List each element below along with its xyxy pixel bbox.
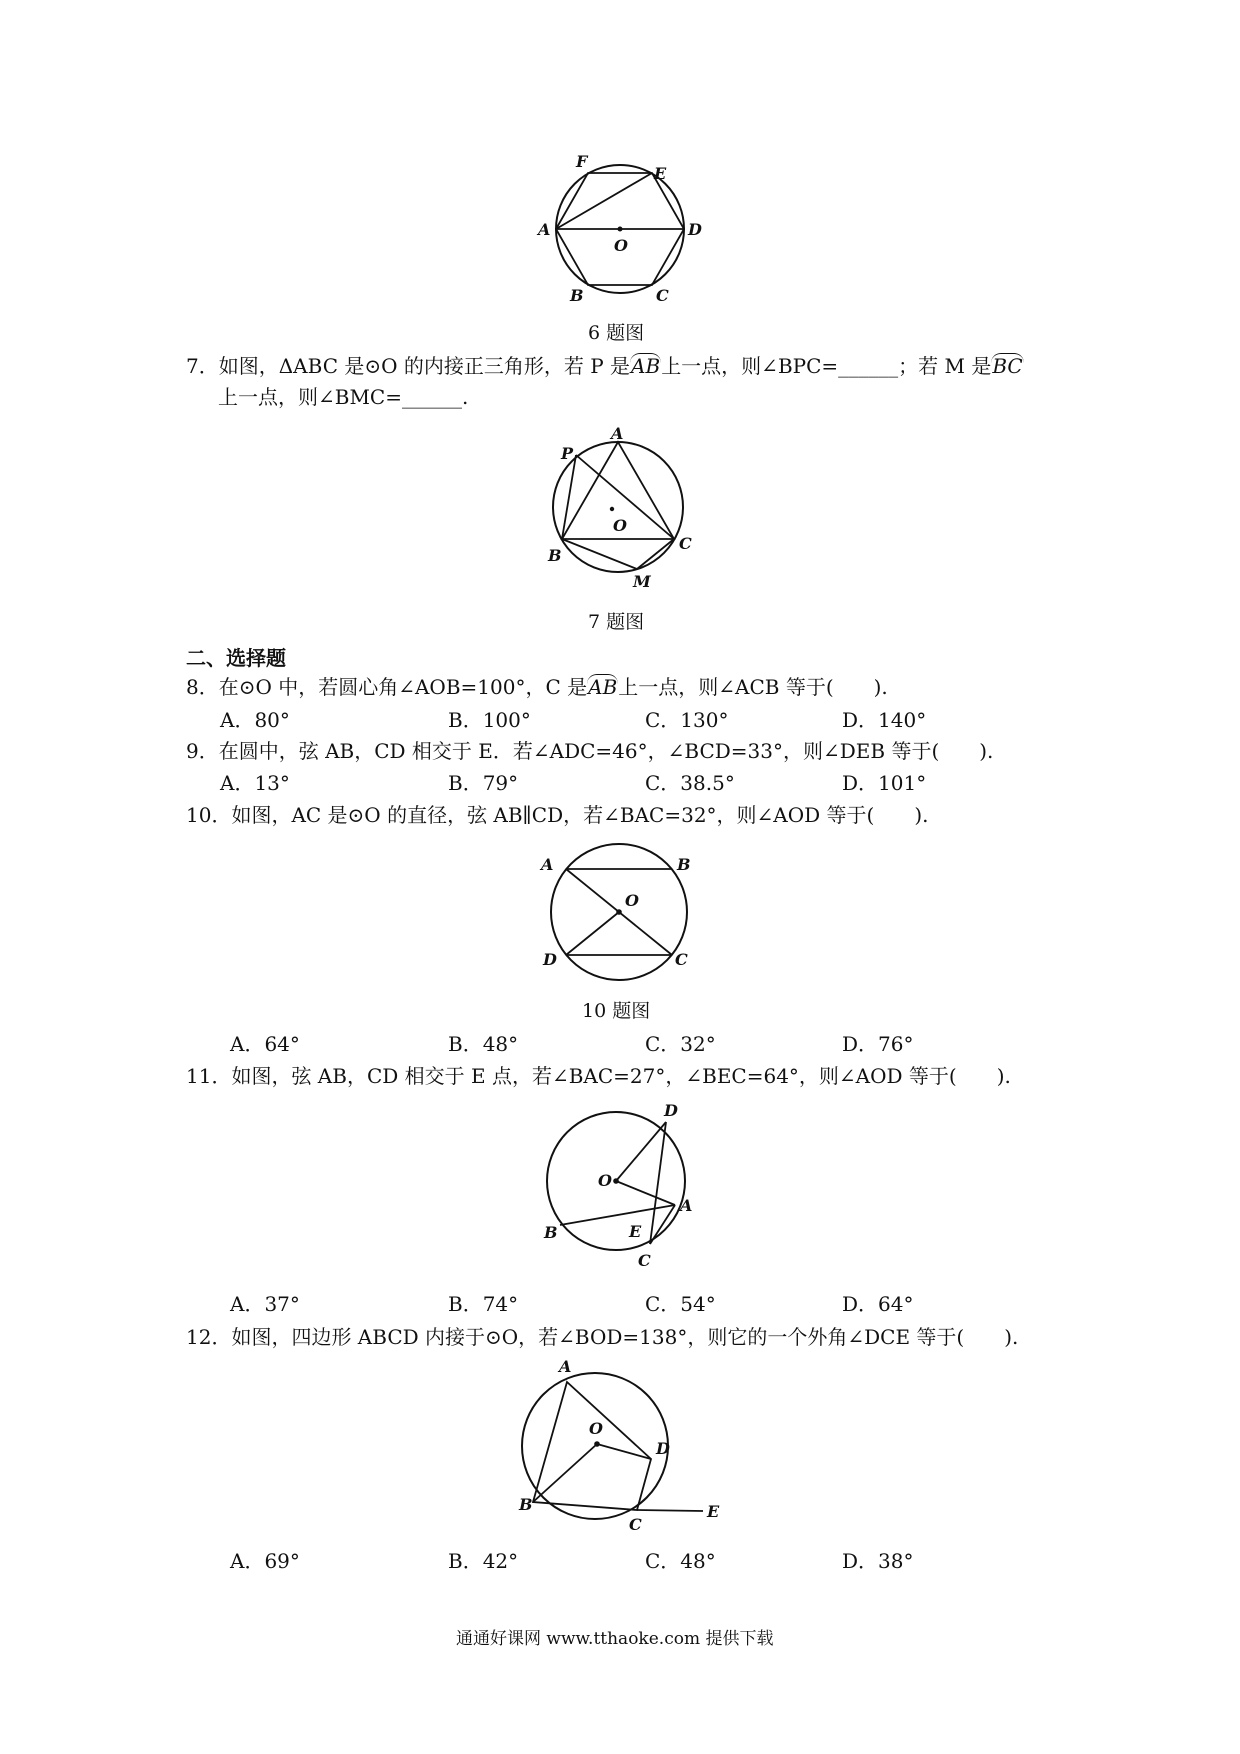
fig11-label-O: O [598, 1171, 612, 1190]
q10-option-c: C．32° [645, 1032, 716, 1056]
fig6-caption: 6 题图 [588, 322, 645, 344]
q8-arc-ab: AB [588, 675, 618, 699]
q7-text-b: 上一点，则∠BPC=______；若 M 是 [661, 354, 992, 378]
q7-arc-bc: BC [992, 354, 1023, 378]
fig10-label-D: D [543, 950, 557, 969]
q12-option-d: D．38° [842, 1549, 914, 1573]
q8-text-a: 8．在⊙O 中，若圆心角∠AOB=100°，C 是 [186, 675, 588, 699]
fig7-label-B: B [548, 546, 562, 565]
q8-option-d: D．140° [842, 708, 927, 732]
fig11-label-A: A [680, 1196, 693, 1215]
q8-option-a: A．80° [220, 708, 290, 732]
figure-6 [530, 152, 710, 305]
fig10-caption: 10 题图 [582, 1000, 651, 1022]
fig12-label-O: O [589, 1419, 603, 1438]
figure-7 [545, 424, 715, 591]
figure-12 [515, 1357, 735, 1534]
q12-option-a: A．69° [230, 1549, 300, 1573]
q8-text [186, 673, 888, 701]
fig6-label-F: F [576, 152, 588, 171]
q7-number: 7．如图， [186, 354, 279, 378]
figure-10 [535, 840, 705, 985]
fig12-label-C: C [629, 1515, 642, 1534]
q12-option-b: B．42° [448, 1549, 519, 1573]
figure-11 [530, 1102, 710, 1272]
q10-option-a: A．64° [230, 1032, 300, 1056]
q7-line2: 上一点，则∠BMC=______. [218, 385, 469, 409]
q9-option-c: C．38.5° [645, 771, 735, 795]
fig6-label-B: B [570, 286, 584, 305]
q9-text: 9．在圆中，弦 AB，CD 相交于 E．若∠ADC=46°，∠BCD=33°，则∠DEB 等于( ). [186, 739, 994, 763]
q8-option-c: C．130° [645, 708, 729, 732]
q9-option-a: A．13° [220, 771, 290, 795]
fig11-label-B: B [544, 1223, 558, 1242]
q8-text-b: 上一点，则∠ACB 等于( ). [618, 675, 888, 699]
q10-option-d: D．76° [842, 1032, 914, 1056]
q7-line1 [186, 352, 1024, 380]
fig6-label-C: C [656, 286, 669, 305]
fig11-label-E: E [629, 1222, 642, 1241]
fig11-label-D: D [664, 1101, 678, 1120]
fig6-label-O: O [614, 236, 628, 255]
q7-arc-ab: AB [631, 354, 661, 378]
fig12-label-E: E [707, 1502, 720, 1521]
fig11-label-C: C [638, 1251, 651, 1270]
section-title: 二、选择题 [186, 646, 286, 670]
fig6-label-D: D [688, 220, 702, 239]
fig6-label-E: E [654, 164, 667, 183]
q7-text-a: ΔABC 是⊙O 的内接正三角形，若 P 是 [278, 354, 631, 378]
fig7-label-O: O [613, 516, 627, 535]
q11-text: 11．如图，弦 AB，CD 相交于 E 点，若∠BAC=27°，∠BEC=64°，则∠AOD 等于( ). [186, 1064, 1011, 1088]
fig10-label-A: A [541, 855, 554, 874]
fig7-label-C: C [679, 534, 692, 553]
fig12-label-B: B [519, 1495, 533, 1514]
q11-option-b: B．74° [448, 1292, 519, 1316]
q8-option-b: B．100° [448, 708, 531, 732]
fig10-label-B: B [677, 855, 691, 874]
fig7-caption: 7 题图 [588, 611, 645, 633]
fig7-label-A: A [611, 424, 624, 443]
fig12-label-A: A [559, 1357, 572, 1376]
fig7-label-P: P [561, 444, 574, 463]
q9-option-d: D．101° [842, 771, 927, 795]
q12-text: 12．如图，四边形 ABCD 内接于⊙O，若∠BOD=138°，则它的一个外角∠DCE 等于( ). [186, 1325, 1019, 1349]
page-footer: 通通好课网 www.tthaoke.com 提供下载 [456, 1629, 774, 1649]
fig10-label-C: C [675, 950, 688, 969]
q11-option-a: A．37° [230, 1292, 300, 1316]
q10-text: 10．如图，AC 是⊙O 的直径，弦 AB∥CD，若∠BAC=32°，则∠AOD 等于( ). [186, 803, 929, 827]
fig10-label-O: O [625, 891, 639, 910]
q9-option-b: B．79° [448, 771, 519, 795]
q12-option-c: C．48° [645, 1549, 716, 1573]
q11-option-c: C．54° [645, 1292, 716, 1316]
fig7-label-M: M [633, 572, 651, 591]
q10-option-b: B．48° [448, 1032, 519, 1056]
fig6-label-A: A [538, 220, 551, 239]
q11-option-d: D．64° [842, 1292, 914, 1316]
fig12-label-D: D [656, 1439, 670, 1458]
